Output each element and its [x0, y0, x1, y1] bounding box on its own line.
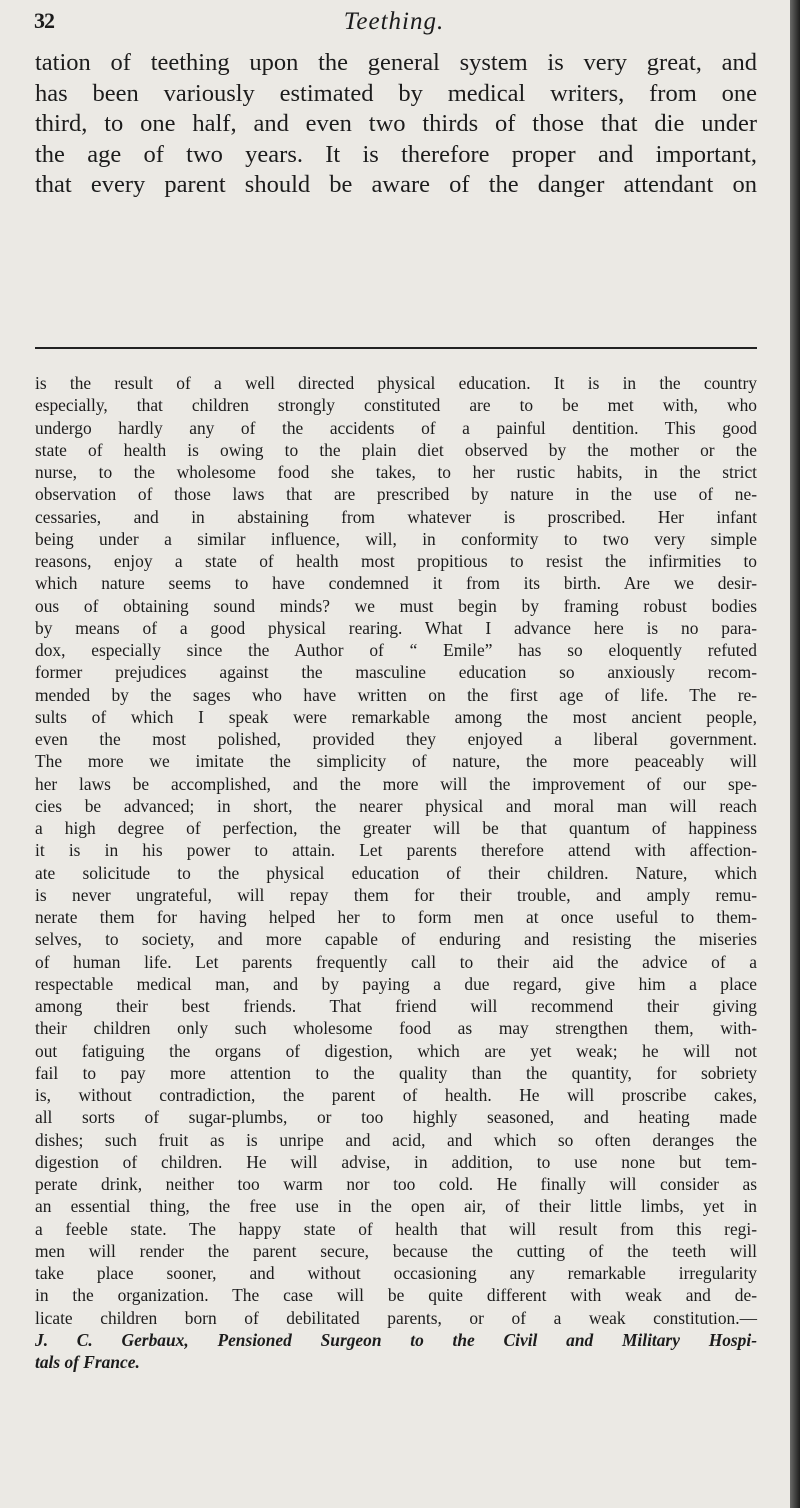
footnote-line: in the organization. The case will be quite different with weak and de- — [35, 1285, 757, 1306]
footnote-line: is never ungrateful, will repay them for their trouble, and amply remu- — [35, 884, 757, 905]
footnote-line: a high degree of perfection, the greater will be that quantum of happiness — [35, 818, 757, 838]
footnote-line: an essential thing, the free use in the open air, of their little limbs, yet in — [35, 1196, 757, 1217]
footnote-line: which nature seems to have condemned it from its birth. Are we desir- — [35, 573, 757, 594]
footnote-line: undergo hardly any of the accidents of a painful dentition. This good — [35, 417, 757, 438]
text-line: has been variously estimated by medical writers, from one — [35, 79, 757, 107]
footnote-line: their children only such wholesome food as may strengthen them, with- — [35, 1018, 757, 1039]
footnote-line: take place sooner, and without occasioning any remarkable irregularity — [35, 1263, 757, 1283]
signature-line: tals of France. — [35, 1352, 140, 1372]
footnote-line: fail to pay more attention to the quality than the quantity, for sobriety — [35, 1062, 757, 1083]
footnote-line: licate children born of debilitated parents, or of a weak constitution.— — [35, 1307, 757, 1328]
footnote-line: perate drink, neither too warm nor too cold. He finally will consider as — [35, 1174, 757, 1194]
footnote-line: sults of which I speak were remarkable among the most ancient people, — [35, 706, 757, 727]
text-line: third, to one half, and even two thirds of those that die under — [35, 110, 757, 138]
footnote-line: digestion of children. He will advise, in addition, to use none but tem- — [35, 1151, 757, 1172]
text-line: tation of teething upon the general system is very great, and — [35, 49, 757, 76]
footnote-line: observation of those laws that are prescribed by nature in the use of ne- — [35, 484, 757, 505]
footnote-line: it is in his power to attain. Let parents therefore attend with affection- — [35, 840, 757, 861]
footnote-text — [35, 372, 757, 1373]
footnote-line: state of health is owing to the plain diet observed by the mother or the — [35, 439, 757, 460]
footnote-line: dishes; such fruit as is unripe and acid, and which so often deranges the — [35, 1129, 757, 1150]
footnote-line: especially, that children strongly constituted are to be met with, who — [35, 395, 757, 416]
signature-line: J. C. Gerbaux, Pensioned Surgeon to the Civil and Military Hospi- — [35, 1329, 757, 1350]
page-edge-shadow — [790, 0, 800, 1508]
footnote-line: selves, to society, and more capable of enduring and resisting the miseries — [35, 929, 757, 950]
text-line: the age of two years. It is therefore proper and important, — [35, 140, 757, 168]
footnote-line: out fatiguing the organs of digestion, which are yet weak; he will not — [35, 1040, 757, 1061]
footnote-line: nurse, to the wholesome food she takes, to her rustic habits, in the strict — [35, 462, 757, 482]
footnote-line: all sorts of sugar-plumbs, or too highly seasoned, and heating made — [35, 1107, 757, 1128]
running-title: Teething. — [343, 8, 445, 35]
footnote-line: respectable medical man, and by paying a due regard, give him a place — [35, 973, 757, 994]
footnote-line: nerate them for having helped her to form men at once useful to them- — [35, 907, 757, 927]
main-text-continuation — [35, 48, 757, 201]
footnote-line: reasons, enjoy a state of health most propitious to resist the infirmities to — [35, 551, 757, 571]
text-line: that every parent should be aware of the danger attendant on — [35, 171, 757, 199]
footnote-line: ous of obtaining sound minds? we must begin by framing robust bodies — [35, 595, 757, 616]
footnote-line: of human life. Let parents frequently call to their aid the advice of a — [35, 951, 757, 972]
footnote-line: dox, especially since the Author of “ Emile” has so eloquently refuted — [35, 640, 757, 660]
footnote-line: is, without contradiction, the parent of health. He will proscribe cakes, — [35, 1085, 757, 1105]
running-head — [34, 8, 754, 42]
footnote-line: former prejudices against the masculine education so anxiously recom- — [35, 662, 757, 683]
footnote-line: among their best friends. That friend will recommend their giving — [35, 996, 757, 1016]
page-number: 32 — [34, 8, 54, 33]
footnote-line: The more we imitate the simplicity of nature, the more peaceably will — [35, 751, 757, 772]
footnote-line: her laws be accomplished, and the more will the improvement of our spe- — [35, 773, 757, 794]
footnote-line: being under a similar influence, will, in conformity to two very simple — [35, 528, 757, 549]
footnote-line: cies be advanced; in short, the nearer physical and moral man will reach — [35, 795, 757, 816]
footnote-line: ate solicitude to the physical education of their children. Nature, which — [35, 862, 757, 883]
footnote-line: even the most polished, provided they enjoyed a liberal government. — [35, 729, 757, 749]
footnote-line: cessaries, and in abstaining from whatever is proscribed. Her infant — [35, 506, 757, 527]
footnote-line: is the result of a well directed physical education. It is in the country — [35, 373, 757, 393]
footnote-line: a feeble state. The happy state of health that will result from this regi- — [35, 1218, 757, 1239]
footnote-line: men will render the parent secure, because the cutting of the teeth will — [35, 1240, 757, 1261]
footnote-line: by means of a good physical rearing. What I advance here is no para- — [35, 617, 757, 638]
footnote-line: mended by the sages who have written on the first age of life. The re- — [35, 684, 757, 705]
section-divider-rule — [35, 347, 757, 349]
